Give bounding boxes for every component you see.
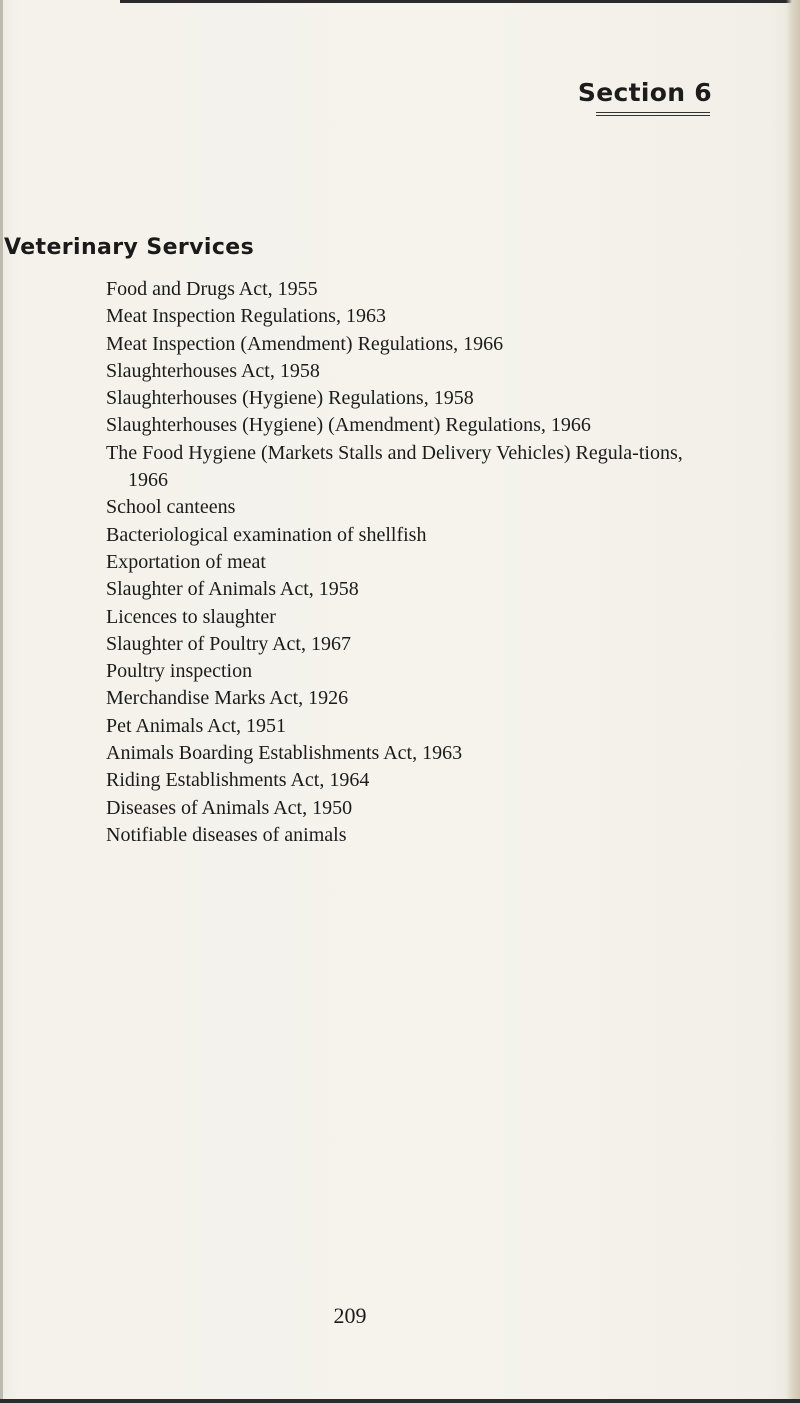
list-item: Animals Boarding Establishments Act, 1963 <box>106 742 463 765</box>
list-item: Slaughter of Poultry Act, 1967 <box>106 632 351 655</box>
list-item: Merchandise Marks Act, 1926 <box>106 687 349 710</box>
top-edge-rule <box>120 0 800 3</box>
list-item: Slaughterhouses (Hygiene) Regulations, 1958 <box>106 387 474 410</box>
list-item: Licences to slaughter <box>106 605 276 628</box>
list-item: Slaughterhouses (Hygiene) (Amendment) Regulations, 1966 <box>106 414 591 437</box>
list-item: Notifiable diseases of animals <box>106 823 347 846</box>
section-label: Section 6 <box>577 78 712 107</box>
list-item: Food and Drugs Act, 1955 <box>106 278 318 300</box>
list-item: Meat Inspection Regulations, 1963 <box>106 305 386 328</box>
list-item: School canteens <box>106 496 236 519</box>
page-number: 209 <box>333 1303 367 1328</box>
list-item: Pet Animals Act, 1951 <box>106 714 286 737</box>
list-item: Meat Inspection (Amendment) Regulations, 1966 <box>106 332 504 355</box>
list-item: Bacteriological examination of shellfish <box>106 523 427 546</box>
list-item: The Food Hygiene (Markets Stalls and Delivery Vehicles) Regula-tions, 1966 <box>106 441 683 492</box>
left-page-edge <box>0 0 3 1403</box>
page-heading: Veterinary Services <box>4 235 255 260</box>
list-item: Exportation of meat <box>106 550 266 573</box>
right-page-edge <box>786 0 800 1403</box>
section-double-underline <box>596 112 710 116</box>
list-item: Diseases of Animals Act, 1950 <box>106 796 353 819</box>
list-item: Slaughter of Animals Act, 1958 <box>106 578 359 601</box>
list-item: Poultry inspection <box>106 660 253 683</box>
contents-list <box>106 276 726 849</box>
list-item: Slaughterhouses Act, 1958 <box>106 359 320 382</box>
bottom-page-edge <box>0 1399 800 1403</box>
list-item: Riding Establishments Act, 1964 <box>106 769 370 792</box>
